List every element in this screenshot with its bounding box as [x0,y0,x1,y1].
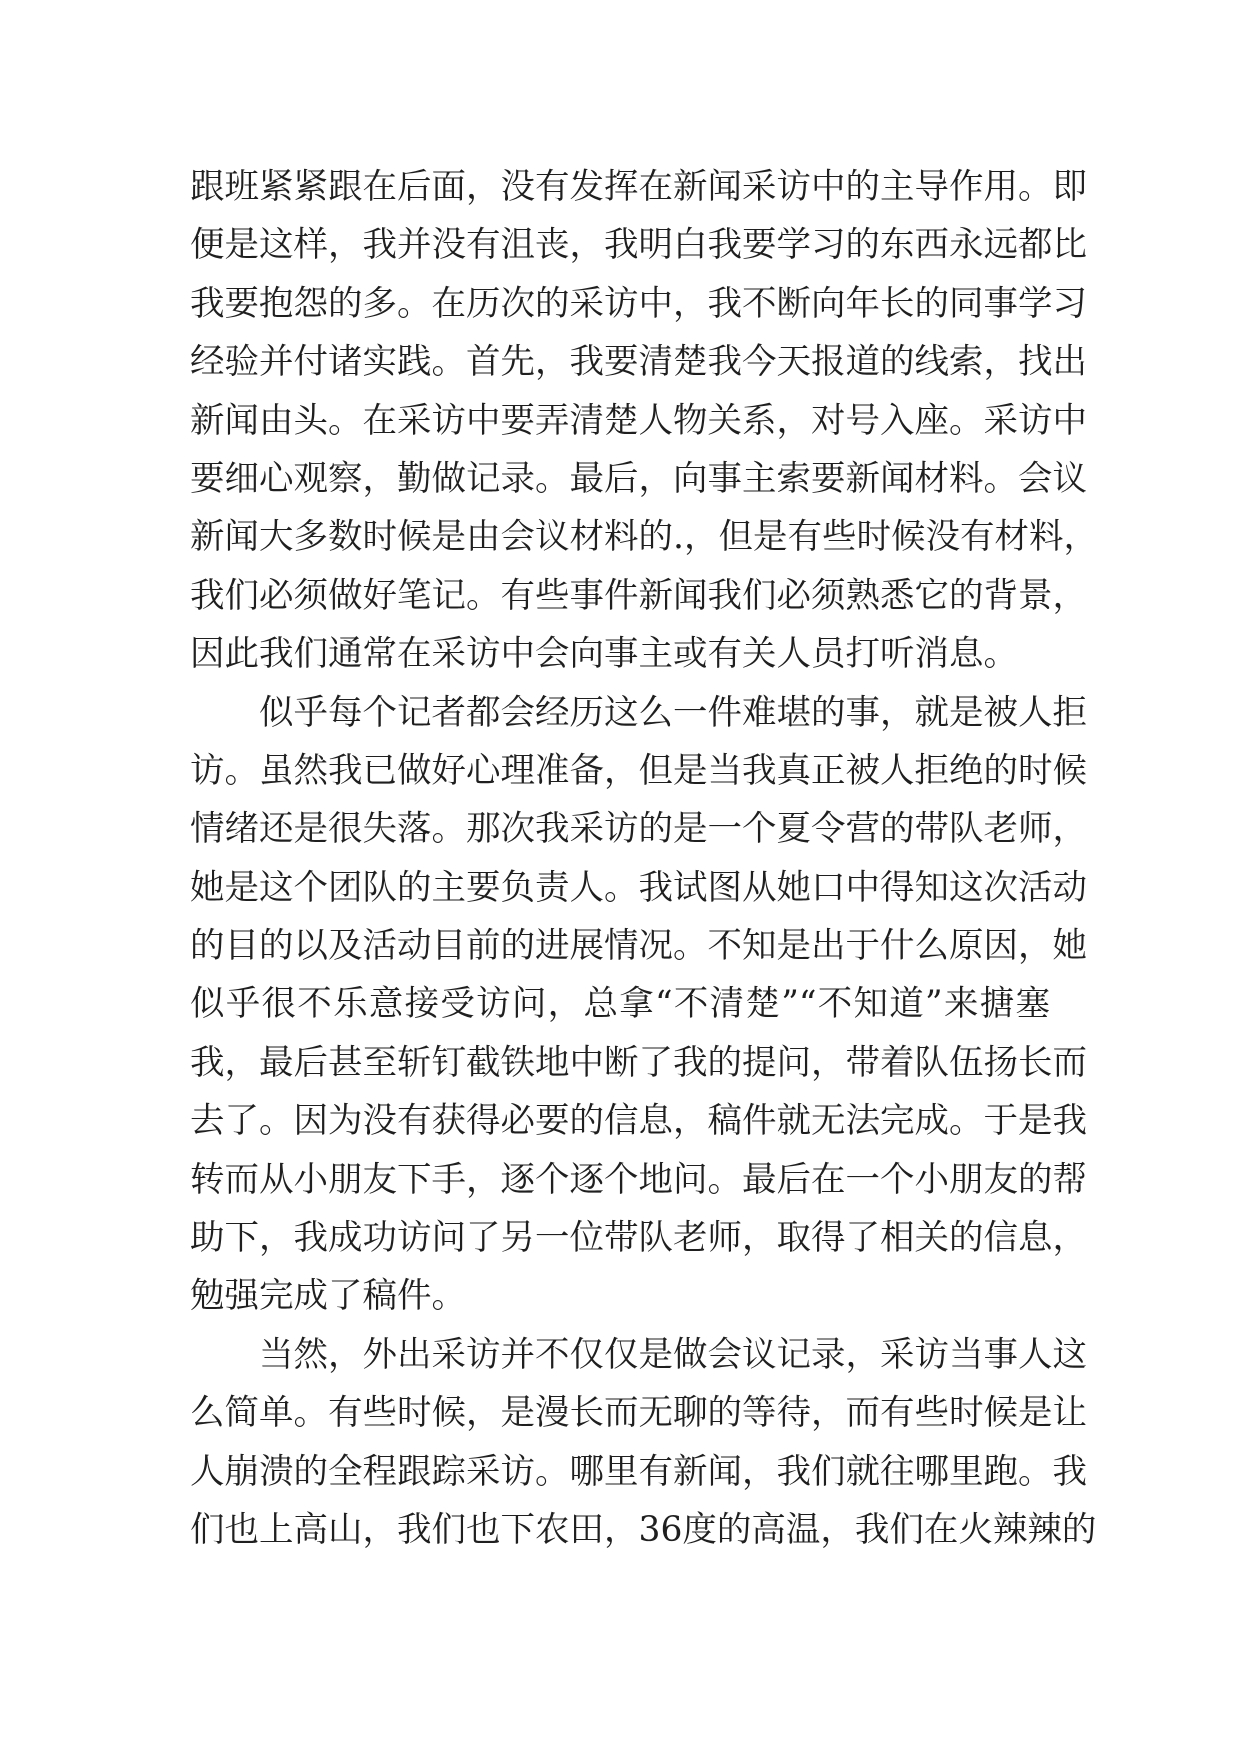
text-line: 的目的以及活动目前的进展情况。不知是出于什么原因，她 [190,926,1087,967]
text-line: 我们必须做好笔记。有些事件新闻我们必须熟悉它的背景， [190,575,1087,616]
text-line: 情绪还是很失落。那次我采访的是一个夏令营的带队老师， [190,809,1087,850]
paragraph-3 [190,1326,1097,1560]
text-line: 去了。因为没有获得必要的信息，稿件就无法完成。于是我 [190,1101,1087,1142]
text-line: 我，最后甚至斩钉截铁地中断了我的提问，带着队伍扬长而 [190,1042,1087,1083]
text-line: 要细心观察，勤做记录。最后，向事主索要新闻材料。会议 [190,458,1087,499]
text-line: 她是这个团队的主要负责人。我试图从她口中得知这次活动 [190,867,1087,908]
body-text [190,158,1098,1559]
text-line: 转而从小朋友下手，逐个逐个地问。最后在一个小朋友的帮 [190,1159,1087,1200]
text-line: 新闻大多数时候是由会议材料的.，但是有些时候没有材料， [190,517,1098,558]
text-line: 么简单。有些时候，是漫长而无聊的等待，而有些时候是让 [190,1393,1087,1434]
text-line: 们也上高山，我们也下农田，36度的高温，我们在火辣辣的 [190,1509,1097,1550]
text-line: 助下，我成功访问了另一位带队老师，取得了相关的信息， [190,1218,1087,1259]
text-line: 跟班紧紧跟在后面，没有发挥在新闻采访中的主导作用。即 [190,167,1087,207]
text-line: 因此我们通常在采访中会向事主或有关人员打听消息。 [190,634,1018,675]
text-line: 人崩溃的全程跟踪采访。哪里有新闻，我们就往哪里跑。我 [190,1451,1087,1492]
text-line: 访。虽然我已做好心理准备，但是当我真正被人拒绝的时候 [190,750,1087,791]
text-line: 似乎很不乐意接受访问，总拿“不清楚”“不知道”来搪塞 [190,984,1050,1025]
text-line: 似乎每个记者都会经历这么一件难堪的事，就是被人拒 [259,692,1087,733]
paragraph-2 [190,684,1087,1326]
text-line: 经验并付诸实践。首先，我要清楚我今天报道的线索，找出 [190,342,1087,383]
text-line: 勉强完成了稿件。 [190,1276,466,1317]
text-line: 当然，外出采访并不仅仅是做会议记录，采访当事人这 [259,1334,1087,1375]
text-line: 便是这样，我并没有沮丧，我明白我要学习的东西永远都比 [190,225,1087,266]
paragraph-1 [190,158,1098,684]
text-line: 新闻由头。在采访中要弄清楚人物关系，对号入座。采访中 [190,400,1087,441]
text-line: 我要抱怨的多。在历次的采访中，我不断向年长的同事学习 [190,283,1087,324]
